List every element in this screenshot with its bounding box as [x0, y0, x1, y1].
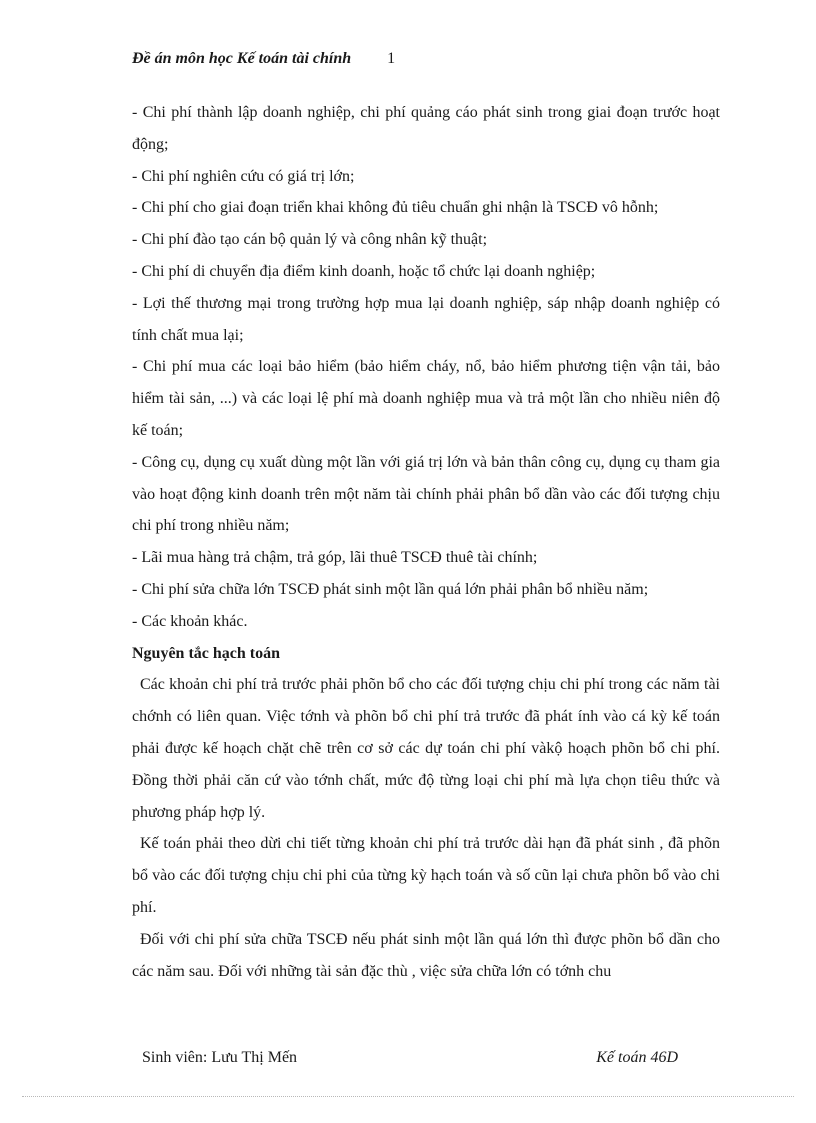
section-heading: Nguyên tắc hạch toán [132, 644, 281, 662]
page-header [132, 50, 395, 68]
list-item: - Chi phí mua các loại bảo hiểm (bảo hiểm cháy, nổ, bảo hiểm phương tiện vận tải, bảo hiểm tài sản, ...) và các loại lệ phí mà doanh nghiệp mua và trả một lần cho nhiều niên độ kế toán; [132, 358, 720, 439]
list-item: - Lợi thế thương mại trong trường hợp mua lại doanh nghiệp, sáp nhập doanh nghiệp có tính chất mua lại; [132, 294, 720, 344]
page-footer [142, 1049, 678, 1067]
list-item: - Công cụ, dụng cụ xuất dùng một lần với giá trị lớn và bản thân công cụ, dụng cụ tham gia vào hoạt động kinh doanh trên một năm tài chính phải phân bổ dần vào các đối tượng chịu chi phí trong nhiều năm; [132, 453, 720, 535]
body-paragraph: Kế toán phải theo dừi chi tiết từng khoản chi phí trả trước dài hạn đã phát sinh , đã phõn bổ vào các đối tượng chịu chi phi của từng kỳ hạch toán và số cũn lại chưa phõn bổ vào chi phí. [132, 835, 720, 916]
list-item: - Chi phí thành lập doanh nghiệp, chi phí quảng cáo phát sinh trong giai đoạn trước hoạt động; [132, 104, 720, 153]
body-paragraph: Các khoản chi phí trả trước phải phõn bổ cho các đối tượng chịu chi phí trong các năm tài chớnh có liên quan. Việc tớnh và phõn bổ chi phí trả trước đã phát ính vào cá kỳ kế toán phải được kế hoạch chặt chẽ trên cơ sở các dự toán chi phí vàkộ hoạch phõn bổ chi phí. Đồng thời phải căn cứ vào tớnh chất, mức độ từng loại chi phí mà lựa chọn tiêu thức và phương pháp hợp lý. [132, 676, 720, 821]
list-item: - Chi phí nghiên cứu có giá trị lớn; [132, 167, 355, 185]
document-body [132, 97, 720, 987]
list-item: - Chi phí di chuyển địa điểm kinh doanh, hoặc tổ chức lại doanh nghiệp; [132, 262, 596, 280]
list-item: - Các khoản khác. [132, 612, 248, 630]
list-item: - Chi phí sửa chữa lớn TSCĐ phát sinh một lần quá lớn phải phân bổ nhiều năm; [132, 580, 649, 598]
page-number: 1 [387, 50, 396, 67]
list-item: - Lãi mua hàng trả chậm, trả góp, lãi thuê TSCĐ thuê tài chính; [132, 549, 538, 567]
document-title: Đề án môn học Kế toán tài chính [132, 50, 352, 67]
list-item: - Chi phí đào tạo cán bộ quản lý và công nhân kỹ thuật; [132, 231, 488, 249]
page-bottom-divider [22, 1096, 794, 1097]
body-paragraph: Đối với chi phí sửa chữa TSCĐ nếu phát sinh một lần quá lớn thì được phõn bổ dần cho các năm sau. Đối với những tài sản đặc thù , việc sửa chữa lớn có tớnh chu [132, 930, 720, 980]
student-name: Sinh viên: Lưu Thị Mến [142, 1049, 298, 1066]
list-item: - Chi phí cho giai đoạn triển khai không đủ tiêu chuẩn ghi nhận là TSCĐ vô hỗnh; [132, 199, 659, 217]
department-label: Kế toán 46D [596, 1049, 678, 1066]
